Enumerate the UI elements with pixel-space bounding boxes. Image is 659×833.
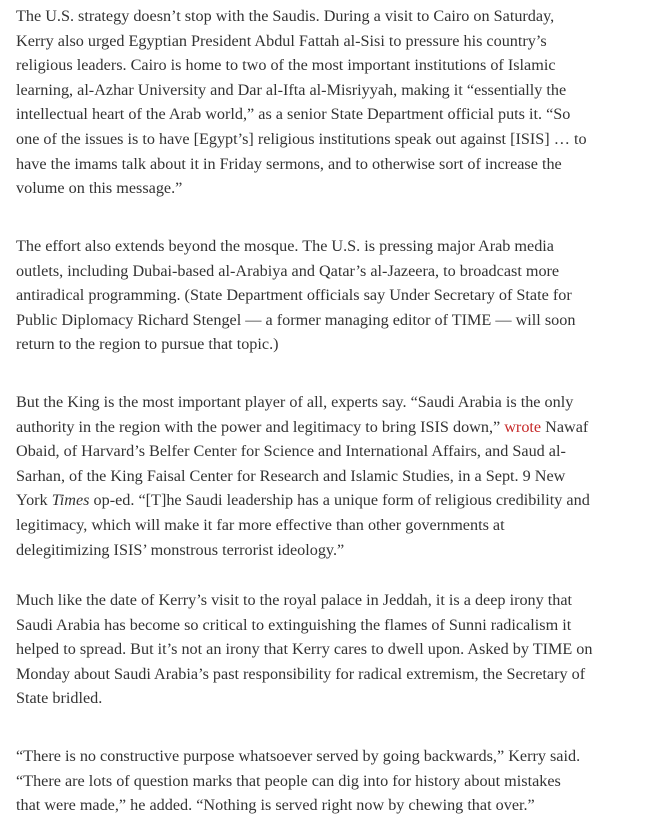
paragraph-line: Sarhan, of the King Faisal Center for Research and Islamic Studies, in a Sept. 9 New (16, 466, 566, 485)
paragraph-line: Kerry also urged Egyptian President Abdul Fattah al-Sisi to pressure his country’s (16, 31, 547, 50)
article-paragraph (16, 588, 648, 711)
paragraph-line: helped to spread. But it’s not an irony that Kerry cares to dwell upon. Asked by TIME on (16, 640, 593, 659)
paragraph-line: religious leaders. Cairo is home to two of the most important institutions of Islamic (16, 56, 556, 75)
article-paragraph (16, 744, 648, 818)
article-paragraph (16, 4, 648, 201)
paragraph-line: return to the region to pursue that topic.) (16, 335, 279, 354)
op-ed-link[interactable]: wrote (504, 417, 542, 436)
paragraph-line: legitimacy, which will make it far more effective than other governments at (16, 515, 505, 534)
paragraph-line: “There are lots of question marks that people can dig into for history about mistakes (16, 771, 561, 790)
paragraph-line (16, 488, 648, 513)
text-segment: York (16, 491, 52, 510)
paragraph-line: Obaid, of Harvard’s Belfer Center for Science and International Affairs, and Saud al- (16, 442, 566, 461)
paragraph-line: have the imams talk about it in Friday sermons, and to otherwise sort of increase the (16, 154, 562, 173)
paragraph-line: that were made,” he added. “Nothing is served right now by chewing that over.” (16, 796, 535, 815)
paragraph-line: The effort also extends beyond the mosque. The U.S. is pressing major Arab media (16, 237, 554, 255)
publication-name: Times (51, 491, 90, 510)
paragraph-line: one of the issues is to have [Egypt’s] religious institutions speak out against [ISIS] … to (16, 129, 587, 148)
paragraph-line: Public Diplomacy Richard Stengel — a former managing editor of TIME — will soon (16, 310, 576, 329)
paragraph-line: delegitimizing ISIS’ monstrous terrorist ideology.” (16, 540, 345, 559)
paragraph-line: outlets, including Dubai-based al-Arabiya and Qatar’s al-Jazeera, to broadcast more (16, 261, 560, 280)
article-paragraph (16, 390, 648, 562)
text-segment: Nawaf (541, 417, 589, 436)
text-segment: op-ed. “[T]he Saudi leadership has a unique form of religious credibility and (89, 491, 590, 510)
paragraph-line: learning, al-Azhar University and Dar al-Ifta al-Misriyyah, making it “essentially the (16, 80, 567, 99)
paragraph-line: Monday about Saudi Arabia’s past responsibility for radical extremism, the Secretary of (16, 664, 586, 683)
paragraph-line: antiradical programming. (State Department officials say Under Secretary of State for (16, 286, 572, 305)
paragraph-line: volume on this message.” (16, 179, 183, 198)
paragraph-line: Much like the date of Kerry’s visit to the royal palace in Jeddah, it is a deep irony that (16, 591, 573, 609)
article-paragraph (16, 234, 648, 357)
text-segment: authority in the region with the power and legitimacy to bring ISIS down,” (16, 417, 505, 436)
paragraph-line (16, 415, 648, 440)
paragraph-line: “There is no constructive purpose whatsoever served by going backwards,” Kerry said. (16, 747, 581, 765)
paragraph-line: State bridled. (16, 689, 103, 708)
paragraph-line: The U.S. strategy doesn’t stop with the Saudis. During a visit to Cairo on Saturday, (16, 7, 555, 25)
paragraph-line: Saudi Arabia has become so critical to extinguishing the flames of Sunni radicalism it (16, 615, 572, 634)
paragraph-line: But the King is the most important player of all, experts say. “Saudi Arabia is the only (16, 393, 574, 411)
paragraph-line: intellectual heart of the Arab world,” as a senior State Department official puts it. “So (16, 105, 571, 124)
